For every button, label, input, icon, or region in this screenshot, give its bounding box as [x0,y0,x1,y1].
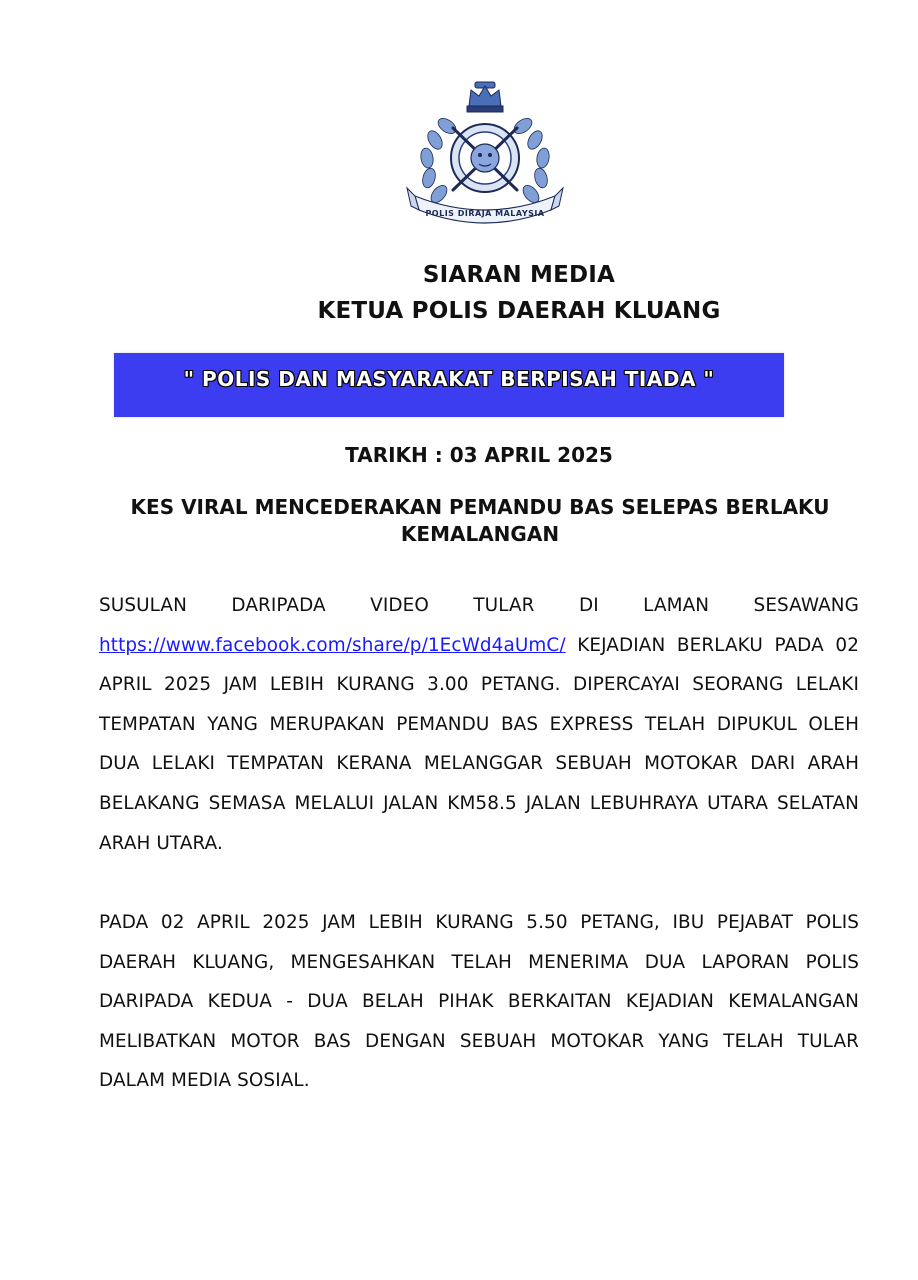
motto-text: " POLIS DAN MASYARAKAT BERPISAH TIADA " [183,367,715,391]
headline: KES VIRAL MENCEDERAKAN PEMANDU BAS SELEPAS BERLAKU KEMALANGAN [130,495,830,546]
crest-ribbon-text: POLIS DIRAJA MALAYSIA [425,209,545,218]
royal-malaysia-police-crest-icon [405,78,565,228]
date-line [0,443,918,467]
facebook-video-link[interactable]: https://www.facebook.com/share/p/1EcWd4aUmC/ [99,634,566,656]
page-title-line2: KETUA POLIS DAERAH KLUANG [317,298,721,324]
date-label: TARIKH : [345,443,443,467]
page-title-line1: SIARAN MEDIA [422,262,616,288]
body-paragraph-2: PADA 02 APRIL 2025 JAM LEBIH KURANG 5.50 PETANG, IBU PEJABAT POLIS DAERAH KLUANG, MENGESAHKAN TELAH MENERIMA DUA LAPORAN POLIS DARIPADA KEDUA - DUA BELAH PIHAK BERKAITAN KEJADIAN KEMALANGAN MELIBATKAN MOTOR BAS DENGAN SEBUAH MOTOKAR YANG TELAH TULAR DALAM MEDIA SOSIAL. [99,912,859,1092]
paragraph-1-rest: KEJADIAN BERLAKU PADA 02 APRIL 2025 JAM LEBIH KURANG 3.00 PETANG. DIPERCAYAI SEORANG LELAKI TEMPATAN YANG MERUPAKAN PEMANDU BAS EXPRESS TELAH DIPUKUL OLEH DUA LELAKI TEMPATAN KERANA MELANGGAR SEBUAH MOTOKAR DARI ARAH BELAKANG SEMASA MELALUI JALAN KM58.5 JALAN LEBUHRAYA UTARA SELATAN ARAH UTARA. [99,634,859,854]
paragraph-1-first-line: SUSULAN DARIPADA VIDEO TULAR DI LAMAN SESAWANG [99,595,859,616]
motto-banner [114,353,784,417]
date-value: 03 APRIL 2025 [449,443,613,467]
body-paragraph-1 [99,586,859,863]
